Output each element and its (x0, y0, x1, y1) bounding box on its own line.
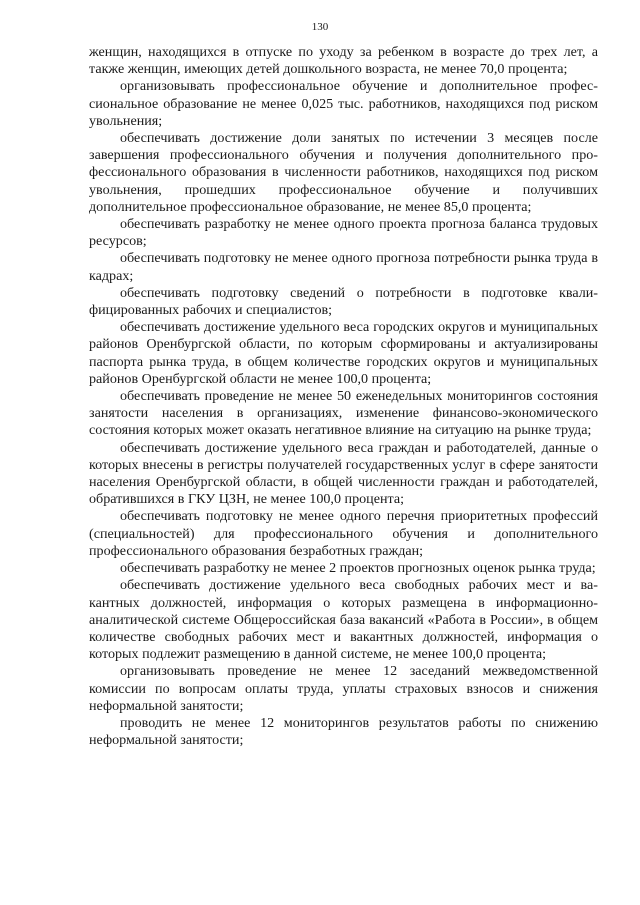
paragraph-5: обеспечивать подготовку не менее одного прогноза потребности рынка труда в кадрах; (89, 250, 598, 284)
paragraph-10: обеспечивать подготовку не менее одного перечня приоритетных профессий (специальностей) для профессионального обучения и дополнительного профессионального образования безработных граждан; (89, 508, 598, 559)
paragraph-9: обеспечивать достижение удельного веса граждан и работодателей, данные о которых внесены в регистры получателей государственных услуг в сфере занятости населения Оренбургской области, в общей численности граждан и работодателей, обратившихся в ГКУ ЦЗН, не менее 100,0 процента; (89, 439, 598, 508)
paragraph-7: обеспечивать достижение удельного веса городских округов и муниципальных районов Оренбургской области, по которым сформированы и актуализированы паспорта рынка труда, в общем количестве городских округов и муниципальных районов Оренбургской области не менее 100,0 процента; (89, 319, 598, 387)
paragraph-14: проводить не менее 12 мониторингов результатов работы по снижению неформальной занятости; (89, 714, 598, 749)
paragraph-6: обеспечивать подготовку сведений о потребности в подготовке квалифицированных рабочих и специалистов; (89, 284, 598, 319)
paragraph-12: обеспечивать достижение удельного веса свободных рабочих мест и вакантных должностей, информация о которых размещена в информационно-аналитической системе Общероссийская база вакансий «Работа в России», в общем количестве свободных рабочих мест и вакантных должностей, информация о которых подлежит размещению в данной системе, не менее 100,0 процента; (89, 577, 598, 663)
paragraph-1: женщин, находящихся в отпуске по уходу за ребенком в возрасте до трех лет, а также женщин, имеющих детей дошкольного возраста, не менее 70,0 процента; (89, 44, 598, 78)
page-number: 130 (311, 21, 329, 33)
paragraph-4: обеспечивать разработку не менее одного проекта прогноза баланса трудовых ресурсов; (89, 216, 598, 250)
paragraph-11: обеспечивать разработку не менее 2 проектов прогнозных оценок рынка труда; (120, 560, 596, 577)
paragraph-2: организовывать профессиональное обучение и дополнительное профессиональное образование не менее 0,025 тыс. работников, находящихся под риском увольнения; (89, 78, 598, 129)
document-body (89, 44, 598, 749)
paragraph-3: обеспечивать достижение доли занятых по истечении 3 месяцев после завершения профессионального обучения и получения дополнительного профессионального образования в численности работников, находящихся под риском увольнения, прошедших профессиональное обучение и получивших дополнительное профессиональное образование, не менее 85,0 процента; (89, 130, 598, 215)
paragraph-13: организовывать проведение не менее 12 заседаний межведомственной комиссии по вопросам оплаты труда, уплаты страховых взносов и снижения неформальной занятости; (89, 663, 598, 714)
paragraph-8: обеспечивать проведение не менее 50 еженедельных мониторингов состояния занятости населения в организациях, изменение финансово-экономического состояния которых может оказать негативное влияние на ситуацию на рынке труда; (89, 388, 598, 439)
